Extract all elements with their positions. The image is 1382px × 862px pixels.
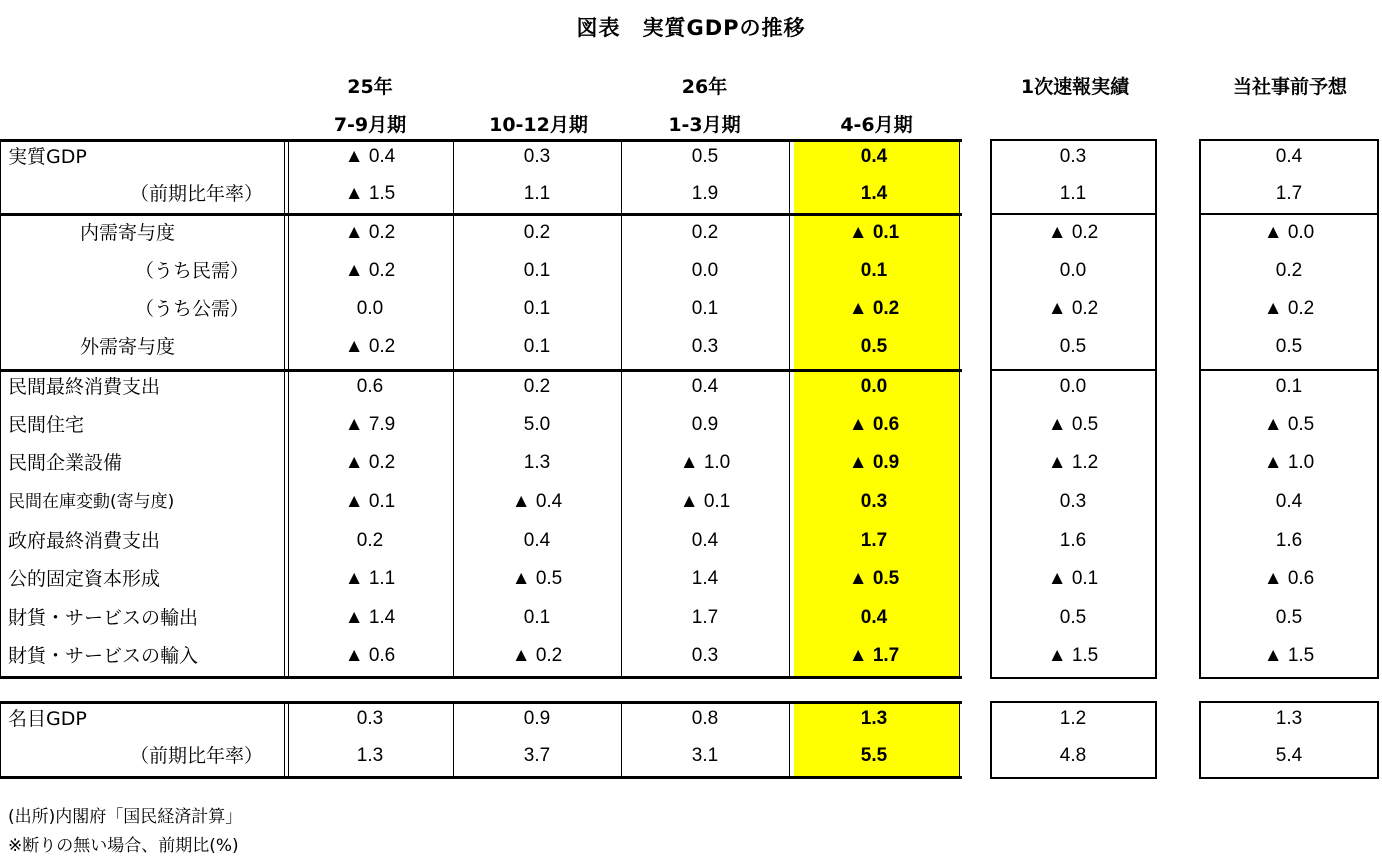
- cell-value: 1.4: [860, 183, 888, 204]
- cell-value: 1.7: [691, 607, 719, 628]
- cell-value: 1.3: [356, 745, 384, 766]
- cell-value: ▲ 0.9: [848, 452, 900, 473]
- cell-value: 0.4: [691, 376, 719, 397]
- cell-value: 1.9: [691, 183, 719, 204]
- cell-value: 0.4: [523, 530, 551, 551]
- cell-value: 1.6: [1059, 530, 1087, 551]
- table-row: [0, 444, 1382, 482]
- row-label: 名目GDP: [8, 708, 87, 730]
- cell-value: ▲ 1.5: [1263, 645, 1315, 666]
- cell-value: 0.5: [860, 336, 888, 357]
- cell-value: 1.7: [860, 530, 888, 551]
- header-flash-estimate: 1次速報実績: [1020, 76, 1130, 98]
- cell-value: 0.5: [1059, 607, 1087, 628]
- cell-value: ▲ 0.0: [1263, 222, 1315, 243]
- cell-value: ▲ 0.2: [1047, 222, 1099, 243]
- cell-value: 1.2: [1059, 708, 1087, 729]
- cell-value: 0.3: [523, 146, 551, 167]
- cell-value: ▲ 0.2: [344, 452, 396, 473]
- cell-value: 0.1: [860, 260, 888, 281]
- cell-value: 0.3: [356, 708, 384, 729]
- row-label: （うち民需）: [135, 260, 250, 282]
- cell-value: 0.1: [523, 260, 551, 281]
- cell-value: ▲ 0.2: [848, 298, 900, 319]
- row-label: 内需寄与度: [80, 222, 176, 244]
- cell-value: 5.5: [860, 745, 888, 766]
- cell-value: 0.6: [356, 376, 384, 397]
- cell-value: ▲ 0.6: [344, 645, 396, 666]
- cell-value: 0.2: [523, 222, 551, 243]
- cell-value: 0.2: [356, 530, 384, 551]
- cell-value: 0.2: [523, 376, 551, 397]
- row-label: （前期比年率）: [130, 745, 264, 767]
- cell-value: 0.2: [691, 222, 719, 243]
- cell-value: 0.3: [1059, 491, 1087, 512]
- cell-value: 0.0: [691, 260, 719, 281]
- table-row: [0, 290, 1382, 328]
- cell-value: ▲ 1.1: [344, 568, 396, 589]
- row-label: （前期比年率）: [130, 183, 264, 205]
- table-row: [0, 637, 1382, 675]
- cell-value: 1.3: [860, 708, 888, 729]
- table-row: [0, 406, 1382, 444]
- cell-value: 0.1: [523, 607, 551, 628]
- header-company-forecast: 当社事前予想: [1232, 76, 1347, 98]
- cell-value: ▲ 1.2: [1047, 452, 1099, 473]
- row-label: 公的固定資本形成: [8, 568, 161, 590]
- cell-value: 0.3: [691, 336, 719, 357]
- header-quarter-1: 7-9月期: [333, 114, 407, 136]
- cell-value: ▲ 1.4: [344, 607, 396, 628]
- table-row: [0, 522, 1382, 560]
- cell-value: 4.8: [1059, 745, 1087, 766]
- cell-value: 0.3: [691, 645, 719, 666]
- cell-value: 0.5: [691, 146, 719, 167]
- cell-value: 0.0: [356, 298, 384, 319]
- table-row: [0, 175, 1382, 213]
- table-row: [0, 700, 1382, 738]
- cell-value: 1.3: [523, 452, 551, 473]
- cell-value: ▲ 0.2: [1047, 298, 1099, 319]
- cell-value: ▲ 0.5: [1047, 414, 1099, 435]
- row-label: 政府最終消費支出: [8, 530, 161, 552]
- table-row: [0, 560, 1382, 598]
- cell-value: ▲ 0.2: [1263, 298, 1315, 319]
- cell-value: ▲ 1.0: [679, 452, 731, 473]
- cell-value: ▲ 0.1: [1047, 568, 1099, 589]
- cell-value: 1.7: [1275, 183, 1303, 204]
- cell-value: 0.3: [1059, 146, 1087, 167]
- cell-value: 0.9: [691, 414, 719, 435]
- table-row: [0, 483, 1382, 521]
- footnote: ※断りの無い場合、前期比(%): [8, 836, 239, 856]
- cell-value: 0.8: [691, 708, 719, 729]
- table-row: [0, 599, 1382, 637]
- table-rule: [0, 676, 962, 679]
- cell-value: 3.1: [691, 745, 719, 766]
- cell-value: 0.2: [1275, 260, 1303, 281]
- cell-value: ▲ 0.4: [344, 146, 396, 167]
- row-label: 実質GDP: [8, 146, 87, 168]
- cell-value: ▲ 7.9: [344, 414, 396, 435]
- row-label: 民間住宅: [8, 414, 85, 436]
- cell-value: 0.4: [860, 146, 888, 167]
- cell-value: ▲ 0.4: [511, 491, 563, 512]
- table-title: 図表 実質GDPの推移: [576, 16, 806, 40]
- row-label: 民間在庫変動(寄与度): [8, 492, 175, 512]
- cell-value: ▲ 0.2: [511, 645, 563, 666]
- cell-value: 0.0: [860, 376, 888, 397]
- cell-value: 0.9: [523, 708, 551, 729]
- cell-value: 0.0: [1059, 376, 1087, 397]
- cell-value: 0.1: [523, 336, 551, 357]
- cell-value: 1.1: [1059, 183, 1087, 204]
- row-label: 外需寄与度: [80, 336, 176, 358]
- header-quarter-3: 1-3月期: [668, 114, 741, 136]
- cell-value: 0.4: [691, 530, 719, 551]
- cell-value: 0.4: [860, 607, 888, 628]
- table-row: [0, 737, 1382, 775]
- row-label: 民間企業設備: [8, 452, 123, 474]
- row-label: 民間最終消費支出: [8, 376, 161, 398]
- cell-value: 0.5: [1275, 336, 1303, 357]
- table-rule: [0, 776, 962, 779]
- cell-value: ▲ 0.6: [1263, 568, 1315, 589]
- cell-value: 0.1: [523, 298, 551, 319]
- cell-value: ▲ 0.2: [344, 336, 396, 357]
- cell-value: 0.5: [1059, 336, 1087, 357]
- cell-value: 0.1: [691, 298, 719, 319]
- cell-value: 0.3: [860, 491, 888, 512]
- cell-value: 0.0: [1059, 260, 1087, 281]
- cell-value: 3.7: [523, 745, 551, 766]
- cell-value: ▲ 1.7: [848, 645, 900, 666]
- cell-value: ▲ 0.1: [344, 491, 396, 512]
- table-row: [0, 138, 1382, 176]
- cell-value: ▲ 1.5: [1047, 645, 1099, 666]
- header-quarter-2: 10-12月期: [489, 114, 588, 136]
- cell-value: 1.1: [523, 183, 551, 204]
- cell-value: ▲ 0.2: [344, 260, 396, 281]
- cell-value: 1.4: [691, 568, 719, 589]
- header-year-26: 26年: [681, 76, 728, 98]
- cell-value: 0.4: [1275, 491, 1303, 512]
- row-label: 財貨・サービスの輸出: [8, 607, 199, 629]
- cell-value: ▲ 1.5: [344, 183, 396, 204]
- cell-value: 1.6: [1275, 530, 1303, 551]
- cell-value: 1.3: [1275, 708, 1303, 729]
- table-row: [0, 368, 1382, 406]
- cell-value: ▲ 0.5: [848, 568, 900, 589]
- table-row: [0, 328, 1382, 366]
- cell-value: 5.0: [523, 414, 551, 435]
- source-note: (出所)内閣府「国民経済計算」: [8, 807, 243, 827]
- row-label: （うち公需）: [135, 298, 250, 320]
- cell-value: 0.4: [1275, 146, 1303, 167]
- header-quarter-4: 4-6月期: [840, 114, 913, 136]
- header-year-25: 25年: [347, 76, 393, 98]
- cell-value: ▲ 0.6: [848, 414, 900, 435]
- table-row: [0, 252, 1382, 290]
- cell-value: 5.4: [1275, 745, 1303, 766]
- row-label: 財貨・サービスの輸入: [8, 645, 199, 667]
- cell-value: ▲ 1.0: [1263, 452, 1315, 473]
- cell-value: ▲ 0.5: [511, 568, 563, 589]
- cell-value: ▲ 0.5: [1263, 414, 1315, 435]
- cell-value: ▲ 0.1: [848, 222, 900, 243]
- cell-value: 0.1: [1275, 376, 1303, 397]
- cell-value: 0.5: [1275, 607, 1303, 628]
- cell-value: ▲ 0.2: [344, 222, 396, 243]
- table-row: [0, 214, 1382, 252]
- cell-value: ▲ 0.1: [679, 491, 731, 512]
